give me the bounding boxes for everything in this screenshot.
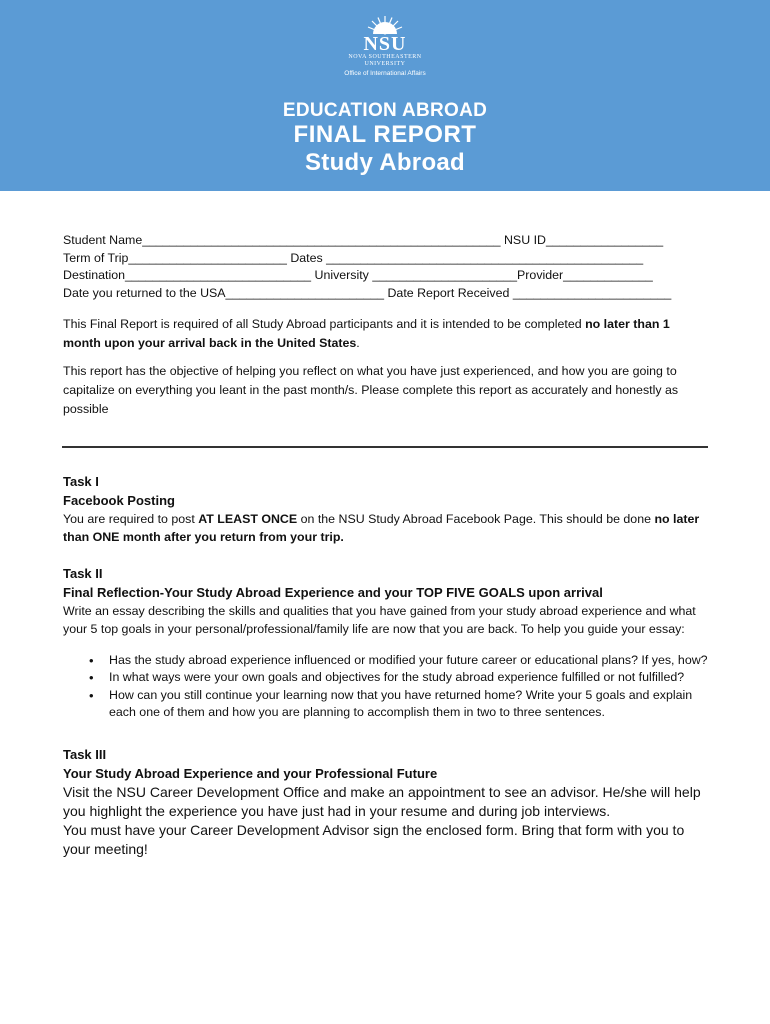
- task-2-text: Write an essay describing the skills and qualities that you have gained from your study abroad experience and what your 5 top goals in your personal/professional/family life are now that you are back. To help you guide your essay:: [63, 603, 696, 636]
- intro-period: .: [356, 335, 360, 350]
- list-item: • In what ways were your own goals and objectives for the study abroad experience fulfilled or not fulfilled?: [63, 669, 708, 687]
- intro-text: This Final Report is required of all Study Abroad participants and it is intended to be completed: [63, 316, 586, 331]
- task-2-label: Task II: [63, 565, 103, 581]
- task-3-label: Task III: [63, 746, 107, 762]
- task-1-label: Task I: [63, 473, 99, 489]
- field-row-student-name[interactable]: Student Name____________________________________________________ NSU ID_________________: [63, 233, 664, 247]
- task-2-bullet-list: [63, 652, 708, 722]
- header-study-abroad: Study Abroad: [304, 149, 466, 176]
- section-divider: [62, 446, 708, 448]
- header-final-report: FINAL REPORT: [293, 121, 477, 148]
- task-1-title: Facebook Posting: [63, 492, 175, 508]
- field-row-destination[interactable]: Destination___________________________ University _____________________Provider_____________: [63, 268, 653, 283]
- task-2-section: [63, 564, 708, 722]
- logo-abbr: NSU: [363, 33, 407, 55]
- task-1-bold-a: AT LEAST ONCE: [198, 511, 298, 526]
- header-banner: [0, 0, 770, 191]
- student-info-fields: [63, 232, 708, 303]
- task-1-text: [63, 510, 708, 546]
- field-row-term-of-trip[interactable]: Term of Trip_______________________ Dates ______________________________________________: [63, 250, 644, 265]
- logo-university-line2: UNIVERSITY: [364, 61, 406, 67]
- task-2-title: Final Reflection-Your Study Abroad Experience and your TOP FIVE GOALS upon arrival: [63, 584, 603, 600]
- list-item: • Has the study abroad experience influenced or modified your future career or educational plans? If yes, how?: [63, 652, 708, 670]
- nsu-logo: [330, 14, 440, 86]
- intro-deadline: no later than 1 month upon your arrival back in the United States: [63, 316, 670, 350]
- intro-paragraph-1: [63, 315, 708, 353]
- list-item: • How can you still continue your learning now that you have returned home? Write your 5 goals and explain each one of them and how you are planning to accomplish them in two to three sentences.: [63, 687, 708, 722]
- logo-office: Office of International Affairs: [344, 70, 426, 77]
- task-1-bold-b: no later than ONE month after you return from your trip.: [63, 511, 700, 544]
- task-3-text-1: Visit the NSU Career Development Office and make an appointment to see an advisor. He/she will help you highlight the experience you have just had in your resume and during job interviews.: [63, 783, 701, 819]
- task-1-section: [63, 472, 708, 546]
- header-education-abroad: EDUCATION ABROAD: [282, 100, 488, 121]
- logo-university-line1: NOVA SOUTHEASTERN: [348, 54, 422, 60]
- task-1-text-b: on the NSU Study Abroad Facebook Page. This should be done: [297, 511, 655, 526]
- task-1-text-a: You are required to post: [63, 511, 199, 526]
- intro-paragraph-2: This report has the objective of helping you reflect on what you have just experienced, and how you are going to capitalize on everything you leant in the past month/s. Please complete this report as accurately and honestly as possible: [63, 363, 679, 416]
- field-row-date-returned[interactable]: Date you returned to the USA_______________________ Date Report Received _______________________: [63, 286, 672, 301]
- form-content: [63, 232, 708, 859]
- task-3-title: Your Study Abroad Experience and your Professional Future: [63, 765, 438, 781]
- task-3-section: [63, 745, 708, 859]
- task-3-text-2: You must have your Career Development Advisor sign the enclosed form. Bring that form with you to your meeting!: [63, 821, 685, 857]
